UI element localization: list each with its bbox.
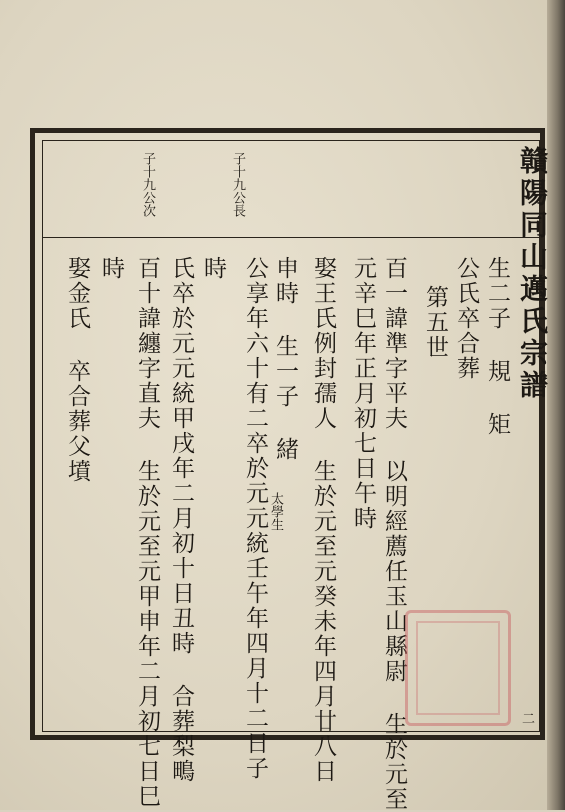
book-spine xyxy=(547,0,565,810)
red-seal-stamp xyxy=(405,610,511,726)
text-column-11: 百十諱纏字直夫 生於元至元甲申年二月初七日巳 xyxy=(134,256,160,809)
divider-line xyxy=(42,237,540,238)
text-column-13: 娶金氏 卒合葬父墳 xyxy=(64,256,90,484)
page-number: 二 xyxy=(522,712,536,727)
text-column-8: 公享年六十有二卒於元元統壬午年四月十二日子 xyxy=(242,256,268,781)
text-column-10: 氏卒於元元統甲戌年二月初十日丑時 合葬梨鴫 xyxy=(168,256,194,784)
top-note-1: 子十九公長 xyxy=(230,152,245,217)
text-column-6: 娶王氏例封孺人 生於元至元癸未年四月廿八日 xyxy=(310,256,336,784)
text-column-12: 時 xyxy=(98,256,124,281)
text-column-4: 百一諱準字平夫 以明經薦任玉山縣尉 生於元至 xyxy=(381,256,407,812)
top-note-2: 子十九公次 xyxy=(140,152,155,217)
text-column-5: 元辛巳年正月初七日午時 xyxy=(350,256,376,531)
small-note-taixuesheng: 太學生 xyxy=(268,492,283,531)
book-title: 贛陽同山邁氏宗譜 xyxy=(516,146,549,402)
text-column-2: 公氏卒合葬 xyxy=(453,256,479,381)
text-column-9: 時 xyxy=(200,256,226,281)
text-column-3: 第五世 xyxy=(422,285,448,360)
text-column-7: 申時 生一子 緒 xyxy=(272,256,298,462)
text-column-1: 生二子 規 矩 xyxy=(484,256,510,437)
